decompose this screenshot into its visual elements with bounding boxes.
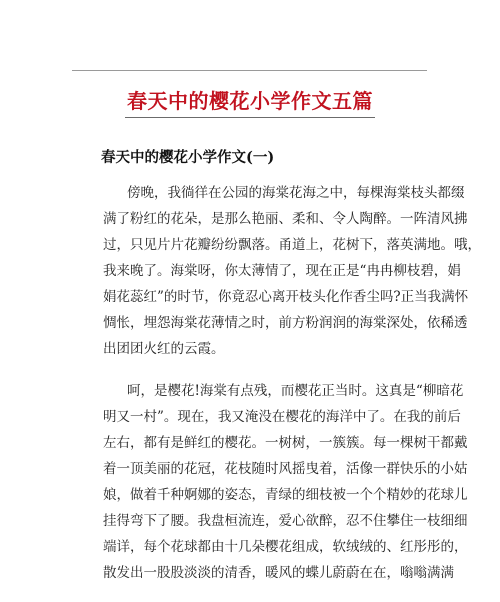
- paragraph-line: 过，只见片片花瓣纷纷飘落。甬道上，花树下，落英满地。哦，: [103, 237, 481, 253]
- paragraph-line: 惆怅，埋怨海棠花薄情之时，前方粉润润的海棠深处，依稀透: [103, 315, 468, 331]
- paragraph-line: 明又一村”。现在，我又淹没在樱花的海洋中了。在我的前后: [103, 409, 461, 425]
- page-title: 春天中的樱花小学作文五篇: [125, 86, 375, 118]
- top-divider: [72, 70, 427, 71]
- paragraph-line: 娘，做着千种婀娜的姿态，青绿的细枝被一个个精妙的花球儿: [103, 487, 468, 503]
- paragraph-line: 散发出一股股淡淡的清香，暖风的蝶儿蔚蔚在在，嗡嗡满满: [103, 565, 454, 581]
- article-body: [103, 180, 481, 602]
- paragraph-line: 娟花蕊红”的时节，你竟忍心离开枝头化作香尘吗?正当我满怀: [103, 289, 469, 305]
- title-wrapper: [0, 86, 500, 118]
- paragraph-line: 端详，每个花球都由十几朵樱花组成，软绒绒的、红彤彤的，: [103, 539, 468, 555]
- paragraph-1: [103, 180, 481, 362]
- paragraph-line: 着一顶美丽的花冠，花枝随时风摇曳着，活像一群快乐的小姑: [103, 461, 468, 477]
- paragraph-line: 出团团火红的云霞。: [103, 341, 225, 357]
- paragraph-line: 呵，是樱花!海棠有点残，而樱花正当时。这真是“柳暗花: [127, 383, 464, 399]
- section-subtitle: 春天中的樱花小学作文(一): [101, 149, 275, 166]
- paragraph-line: 满了粉红的花朵，是那么艳丽、柔和、令人陶醉。一阵清风拂: [103, 211, 468, 227]
- paragraph-line: 我来晚了。海棠呀，你太薄情了，现在正是“冉冉柳枝碧，娟: [103, 263, 461, 279]
- paragraph-line: 挂得弯下了腰。我盘桓流连，爱心欲醉，忍不住攀住一枝细细: [103, 513, 468, 529]
- paragraph-line: 左右，都有是鲜红的樱花。一树树，一簇簇。每一棵树干都戴: [103, 435, 468, 451]
- paragraph-line: 傍晚，我徜徉在公园的海棠花海之中，每棵海棠枝头都缀: [127, 185, 465, 201]
- paragraph-2: [103, 378, 468, 586]
